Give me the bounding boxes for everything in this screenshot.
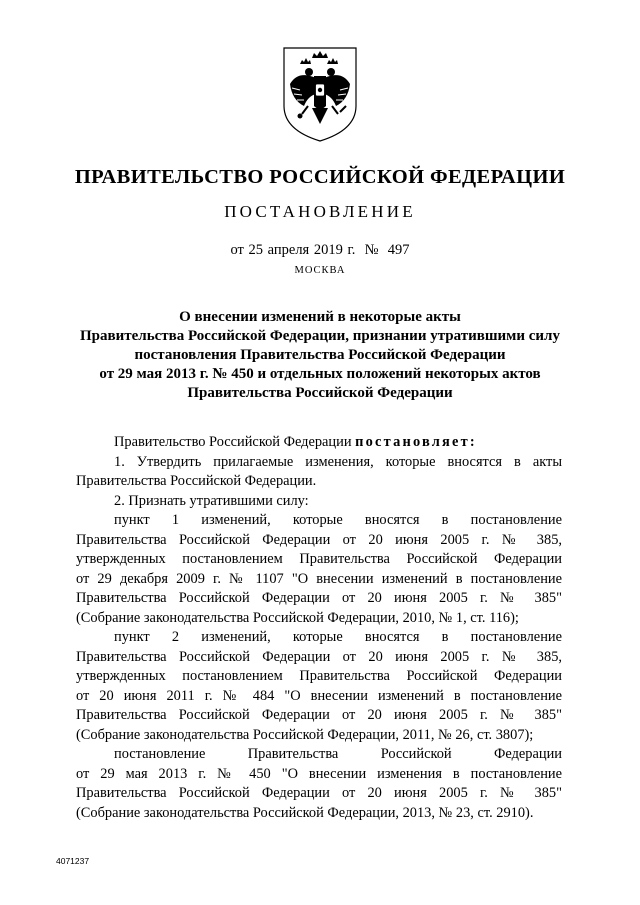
document-code: 4071237	[56, 856, 90, 866]
document-place: МОСКВА	[294, 265, 346, 276]
body-line: (Собрание законодательства Российской Федерации, 2010, № 1, ст. 116);	[76, 609, 519, 626]
document-date-number: от 25 апреля 2019 г. № 497	[230, 242, 410, 258]
intro-text: Правительство Российской Федерации	[114, 434, 352, 450]
body-line: Правительства Российской Федерации.	[76, 473, 317, 489]
body-line: от 29 декабря 2009 г. № 1107 "О внесении изменений в постановление	[76, 570, 562, 587]
body-line: от 29 мая 2013 г. № 450 "О внесении изменения в постановление	[76, 765, 562, 782]
body-line: утвержденных постановлением Правительства Российской Федерации	[76, 551, 562, 567]
document-body	[76, 433, 562, 823]
body-line: Правительства Российской Федерации от 20 июня 2005 г. № 385"	[76, 707, 562, 723]
body-line: утвержденных постановлением Правительства Российской Федерации	[76, 668, 562, 684]
intro-line	[76, 433, 562, 453]
body-line: пункт 1 изменений, которые вносятся в постановление	[114, 512, 562, 528]
body-line: Правительства Российской Федерации от 20 июня 2005 г. № 385"	[76, 785, 562, 801]
body-line: Правительства Российской Федерации от 20 июня 2005 г. № 385"	[76, 590, 562, 606]
heading-line: Правительства Российской Федерации, признании утратившими силу	[80, 328, 560, 344]
body-line: 1. Утвердить прилагаемые изменения, которые вносятся в акты	[114, 453, 562, 470]
intro-verb: постановляет:	[355, 434, 477, 450]
body-line: постановление Правительства Российской Федерации	[114, 746, 562, 762]
heading-line: О внесении изменений в некоторые акты	[179, 309, 461, 325]
body-line: от 20 июня 2011 г. № 484 "О внесении изменений в постановление	[76, 687, 562, 704]
heading-line: от 29 мая 2013 г. № 450 и отдельных положений некоторых актов	[99, 366, 541, 382]
government-title: ПРАВИТЕЛЬСТВО РОССИЙСКОЙ ФЕДЕРАЦИИ	[74, 166, 566, 188]
heading-line: постановления Правительства Российской Федерации	[134, 347, 506, 363]
body-line: (Собрание законодательства Российской Федерации, 2013, № 23, ст. 2910).	[76, 804, 534, 821]
body-line: Правительства Российской Федерации от 20 июня 2005 г. № 385,	[76, 648, 562, 665]
body-line: 2. Признать утратившими силу:	[114, 492, 309, 509]
body-line: Правительства Российской Федерации от 20 июня 2005 г. № 385,	[76, 531, 562, 548]
document-type: ПОСТАНОВЛЕНИЕ	[224, 202, 416, 221]
document-heading	[0, 308, 640, 403]
coat-of-arms-icon	[278, 44, 362, 144]
heading-line: Правительства Российской Федерации	[187, 385, 453, 401]
body-line: (Собрание законодательства Российской Федерации, 2011, № 26, ст. 3807);	[76, 726, 534, 743]
body-line: пункт 2 изменений, которые вносятся в постановление	[114, 629, 562, 645]
